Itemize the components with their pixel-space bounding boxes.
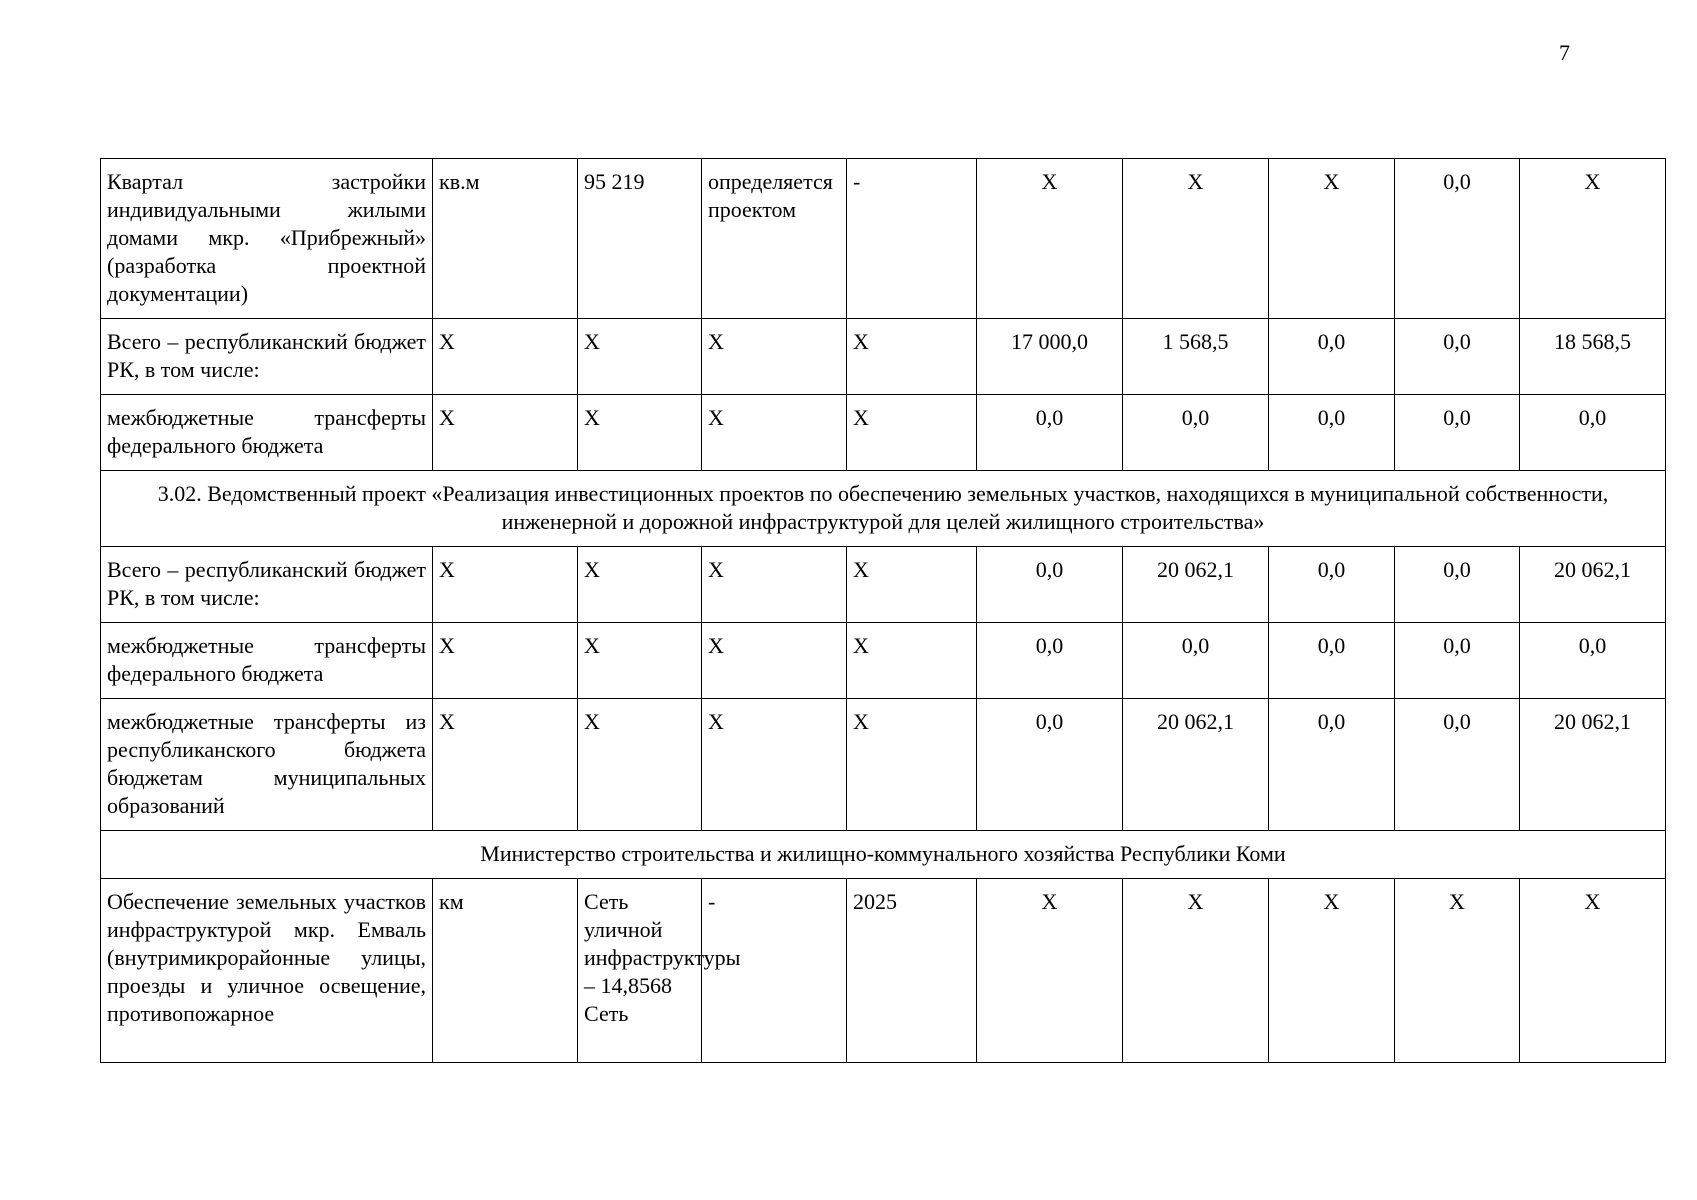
table-body [101,159,1666,1063]
amount-cell-4: 0,0 [1395,395,1520,471]
amount-cell-4: 0,0 [1395,699,1520,831]
amount-cell-3: Х [1269,879,1395,1063]
value-cell: 95 219 [578,159,702,319]
amount-cell-3: Х [1269,159,1395,319]
amount-cell-4: Х [1395,879,1520,1063]
table-row [101,879,1666,1063]
amount-cell-1: Х [977,159,1123,319]
value-cell: Х [578,547,702,623]
year-cell: Х [847,699,977,831]
note-cell: Х [702,319,847,395]
amount-cell-1: 0,0 [977,395,1123,471]
table-row [101,319,1666,395]
note-cell: - [702,879,847,1063]
row-name-cell: Всего – республиканский бюджет РК, в том числе: [101,547,433,623]
amount-cell-2: 20 062,1 [1123,547,1269,623]
total-cell: 0,0 [1520,623,1666,699]
value-cell: Х [578,699,702,831]
total-cell: Х [1520,879,1666,1063]
unit-cell: Х [433,319,578,395]
amount-cell-2: 0,0 [1123,623,1269,699]
total-cell: 0,0 [1520,395,1666,471]
row-name-cell: межбюджетные трансферты федерального бюджета [101,395,433,471]
note-cell: Х [702,699,847,831]
amount-cell-1: Х [977,879,1123,1063]
amount-cell-4: 0,0 [1395,319,1520,395]
total-cell: 20 062,1 [1520,699,1666,831]
amount-cell-4: 0,0 [1395,547,1520,623]
year-cell: Х [847,547,977,623]
unit-cell: Х [433,623,578,699]
row-name-cell: межбюджетные трансферты из республиканского бюджета бюджетам муниципальных образований [101,699,433,831]
row-name-cell: Обеспечение земельных участков инфраструктурой мкр. Емваль (внутримикрорайонные улицы, проезды и уличное освещение, противопожарное [101,879,433,1063]
amount-cell-3: 0,0 [1269,547,1395,623]
value-cell: Сеть уличной инфраструктуры – 14,8568 Сеть [578,879,702,1063]
value-cell: Х [578,623,702,699]
year-cell: Х [847,319,977,395]
year-cell: Х [847,395,977,471]
total-cell: 20 062,1 [1520,547,1666,623]
year-cell: Х [847,623,977,699]
unit-cell: Х [433,395,578,471]
amount-cell-1: 0,0 [977,699,1123,831]
amount-cell-2: Х [1123,879,1269,1063]
total-cell: Х [1520,159,1666,319]
note-cell: Х [702,395,847,471]
table-row [101,159,1666,319]
amount-cell-1: 0,0 [977,547,1123,623]
note-cell: определяется проектом [702,159,847,319]
note-cell: Х [702,623,847,699]
row-name-cell: Квартал застройки индивидуальными жилыми домами мкр. «Прибрежный» (разработка проектной документации) [101,159,433,319]
section-row [101,831,1666,879]
note-cell: Х [702,547,847,623]
section-heading: Министерство строительства и жилищно-коммунального хозяйства Республики Коми [101,831,1666,879]
year-cell: - [847,159,977,319]
unit-cell: Х [433,699,578,831]
unit-cell: км [433,879,578,1063]
amount-cell-1: 17 000,0 [977,319,1123,395]
amount-cell-1: 0,0 [977,623,1123,699]
row-name-cell: межбюджетные трансферты федерального бюджета [101,623,433,699]
table-row [101,623,1666,699]
amount-cell-3: 0,0 [1269,395,1395,471]
total-cell: 18 568,5 [1520,319,1666,395]
unit-cell: кв.м [433,159,578,319]
amount-cell-2: 0,0 [1123,395,1269,471]
amount-cell-3: 0,0 [1269,319,1395,395]
amount-cell-4: 0,0 [1395,623,1520,699]
amount-cell-2: 1 568,5 [1123,319,1269,395]
section-row [101,471,1666,547]
amount-cell-2: Х [1123,159,1269,319]
amount-cell-4: 0,0 [1395,159,1520,319]
row-name-cell: Всего – республиканский бюджет РК, в том числе: [101,319,433,395]
table-row [101,699,1666,831]
amount-cell-3: 0,0 [1269,623,1395,699]
table-row [101,547,1666,623]
year-cell: 2025 [847,879,977,1063]
section-heading: 3.02. Ведомственный проект «Реализация инвестиционных проектов по обеспечению земельных участков, находящихся в муниципальной собственности, инженерной и дорожной инфраструктурой для целей жилищного строительства» [101,471,1666,547]
amount-cell-3: 0,0 [1269,699,1395,831]
amount-cell-2: 20 062,1 [1123,699,1269,831]
value-cell: Х [578,395,702,471]
table-row [101,395,1666,471]
unit-cell: Х [433,547,578,623]
budget-table [100,158,1666,1063]
value-cell: Х [578,319,702,395]
page-number: 7 [1559,40,1570,65]
